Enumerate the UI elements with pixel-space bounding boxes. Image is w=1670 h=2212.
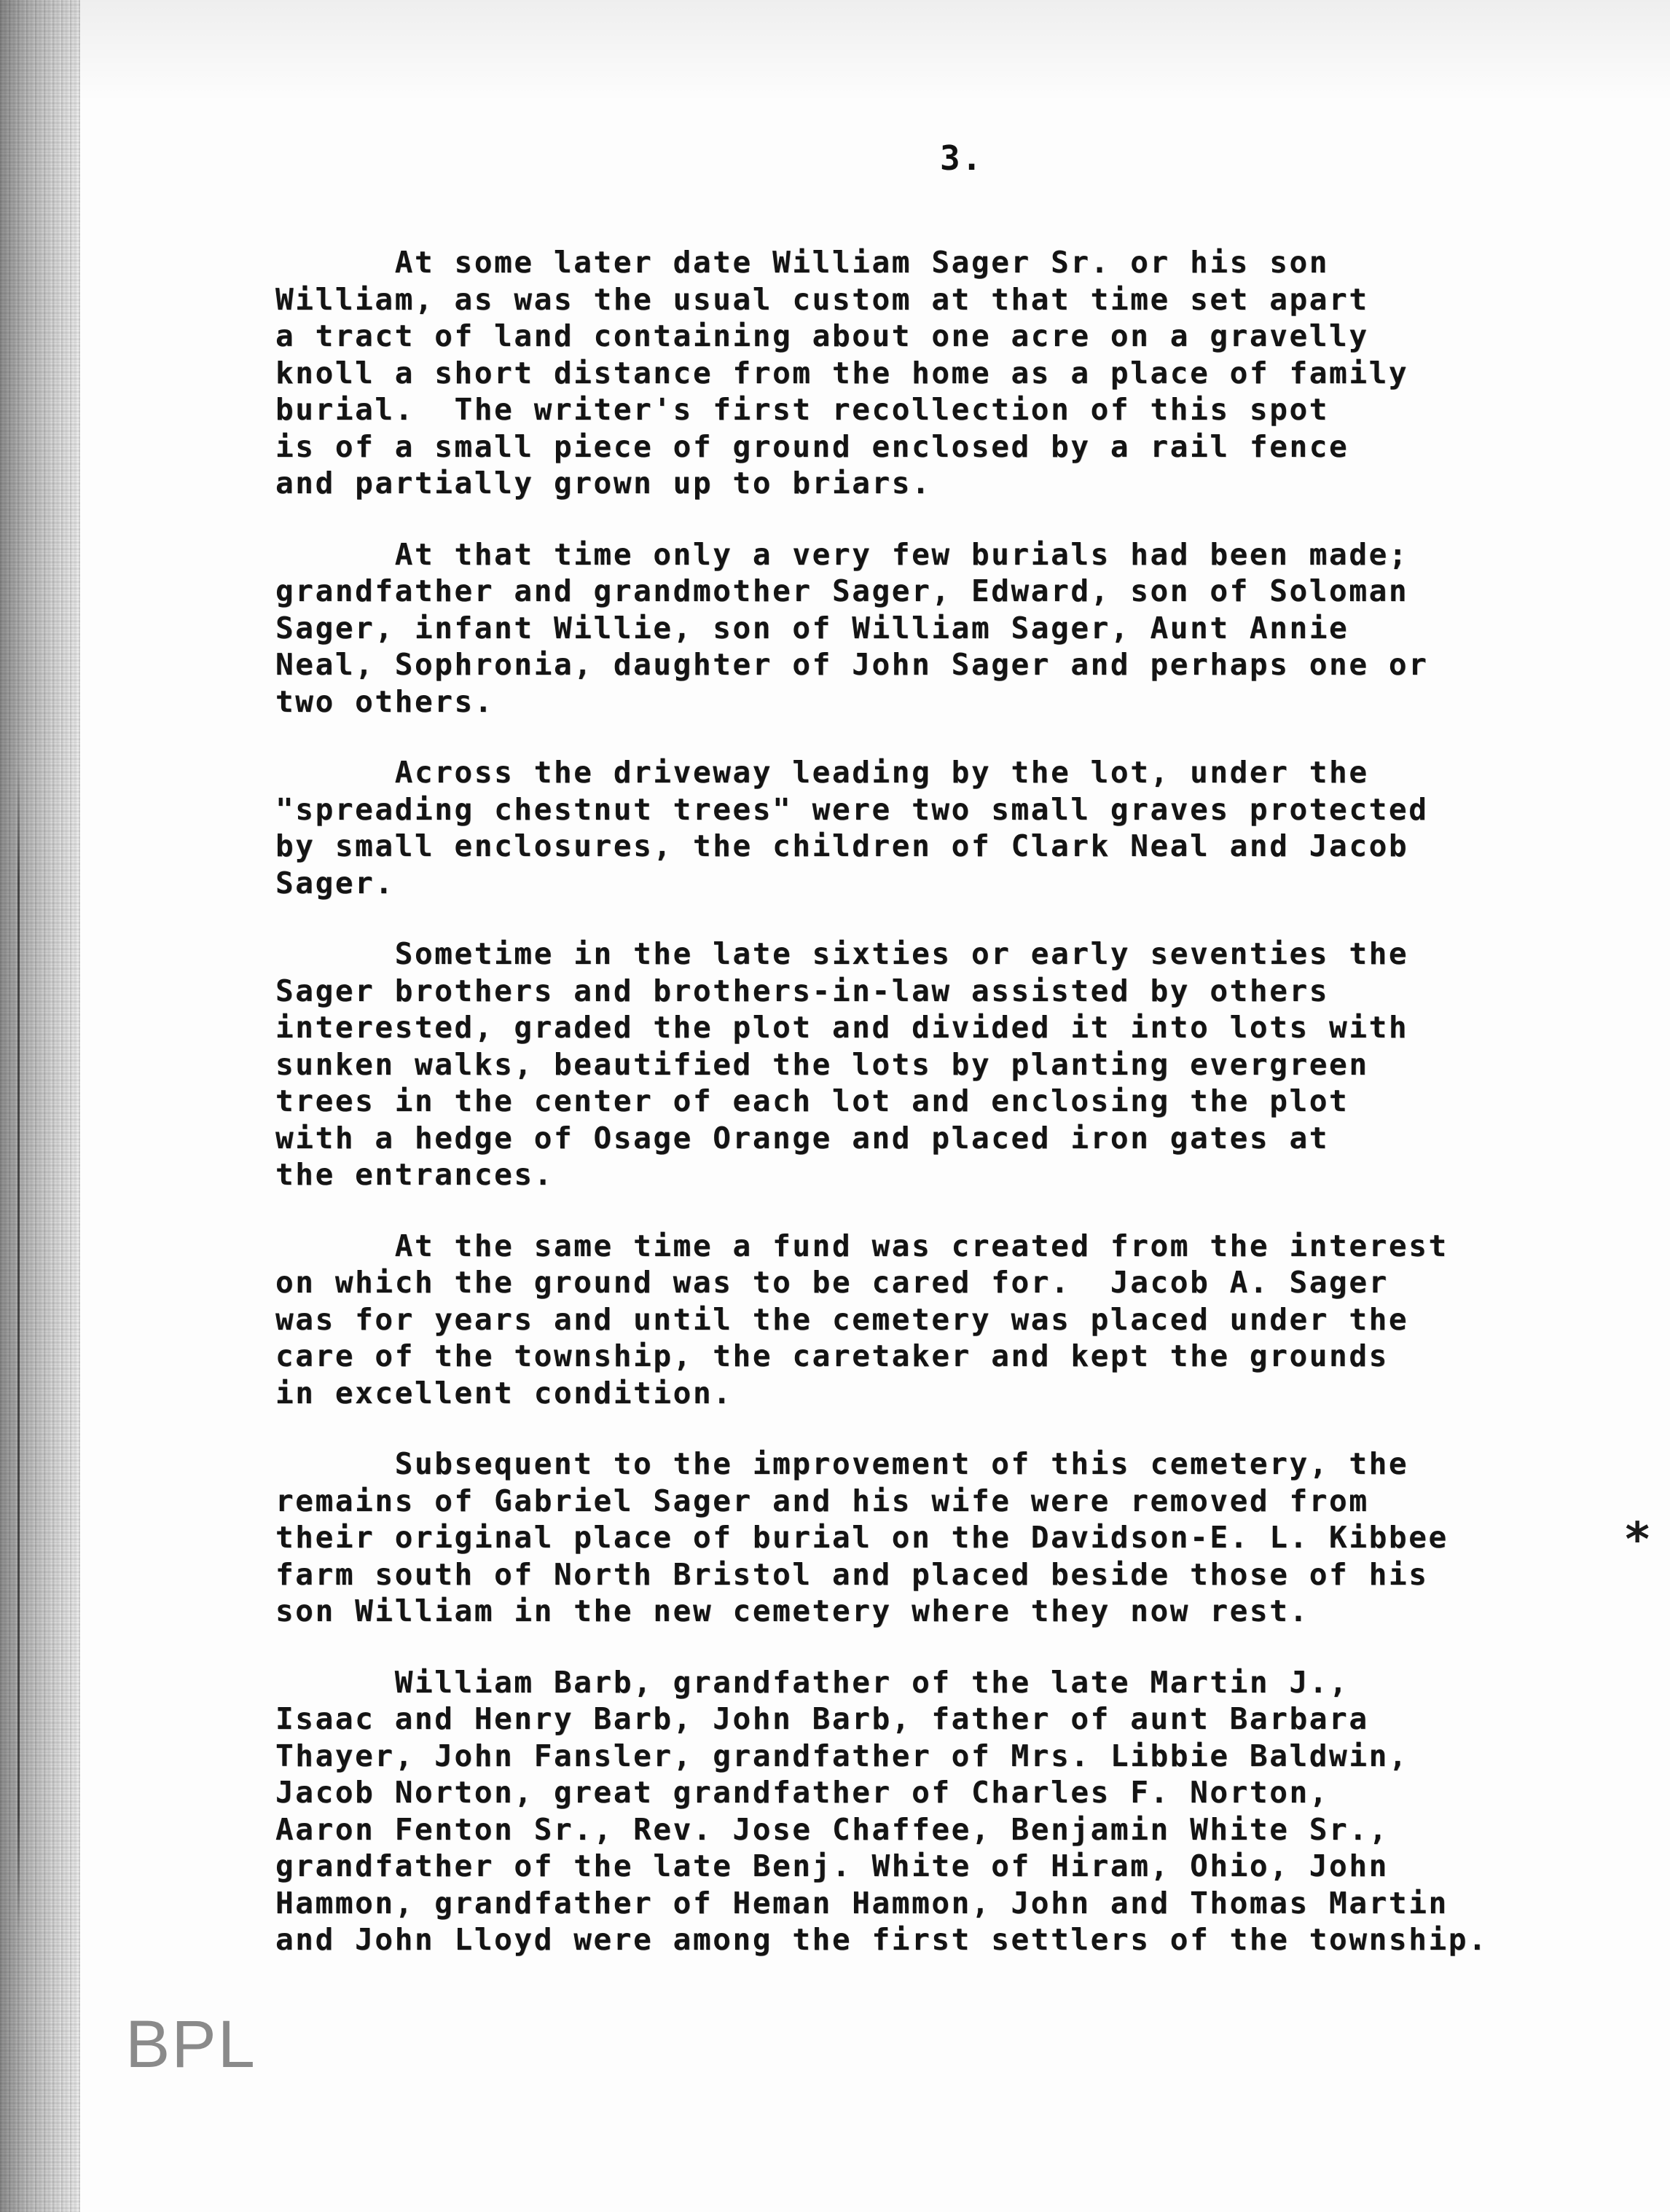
text-line: Thayer, John Fansler, grandfather of Mrs. Libbie Baldwin, (275, 1738, 1409, 1773)
text-line: Sager, infant Willie, son of William Sager, Aunt Annie (275, 610, 1349, 646)
text-line: on which the ground was to be cared for. Jacob A. Sager (275, 1265, 1389, 1300)
text-line: Sometime in the late sixties or early seventies the (275, 936, 1409, 971)
text-line: a tract of land containing about one acre on a gravelly (275, 318, 1369, 353)
paragraph (275, 244, 1631, 502)
text-line: William, as was the usual custom at that time set apart (275, 281, 1369, 317)
text-line: Subsequent to the improvement of this cemetery, the (275, 1446, 1409, 1481)
text-line: by small enclosures, the children of Clark Neal and Jacob (275, 828, 1409, 863)
text-line: sunken walks, beautified the lots by planting evergreen (275, 1046, 1369, 1082)
text-line: was for years and until the cemetery was placed under the (275, 1301, 1409, 1337)
text-line: grandfather of the late Benj. White of Hiram, Ohio, John (275, 1848, 1389, 1883)
body-text (275, 244, 1631, 1993)
text-line: Sager. (275, 865, 395, 901)
text-line: Sager brothers and brothers-in-law assisted by others (275, 973, 1330, 1008)
text-line: in excellent condition. (275, 1375, 733, 1411)
text-line: Hammon, grandfather of Heman Hammon, John and Thomas Martin (275, 1885, 1448, 1921)
text-line: and John Lloyd were among the first settlers of the township. (275, 1922, 1489, 1957)
text-line: At some later date William Sager Sr. or his son (275, 245, 1330, 280)
text-line: "spreading chestnut trees" were two small graves protected (275, 791, 1429, 827)
page-number: 3. (940, 138, 984, 178)
text-line: trees in the center of each lot and enclosing the plot (275, 1083, 1349, 1118)
paragraph (275, 1228, 1631, 1412)
text-line: Neal, Sophronia, daughter of John Sager and perhaps one or (275, 647, 1429, 682)
text-line: grandfather and grandmother Sager, Edward, son of Soloman (275, 573, 1409, 608)
text-line: the entrances. (275, 1157, 554, 1192)
scan-top-shading (0, 0, 1670, 102)
scan-edge-shadow (0, 0, 80, 2212)
paragraph (275, 1664, 1631, 1958)
text-line: farm south of North Bristol and placed beside those of his (275, 1556, 1429, 1592)
paragraph (275, 754, 1631, 901)
text-line: remains of Gabriel Sager and his wife were removed from (275, 1483, 1369, 1518)
text-line: two others. (275, 683, 495, 719)
library-watermark: BPL (125, 2007, 256, 2082)
text-line: Across the driveway leading by the lot, under the (275, 755, 1369, 790)
text-line: their original place of burial on the Davidson-E. L. Kibbee (275, 1520, 1448, 1555)
text-line: interested, graded the plot and divided it into lots with (275, 1010, 1409, 1045)
text-line: William Barb, grandfather of the late Martin J., (275, 1664, 1349, 1700)
text-line: At the same time a fund was created from the interest (275, 1228, 1448, 1263)
scan-edge-line (17, 765, 20, 1931)
text-line: with a hedge of Osage Orange and placed iron gates at (275, 1120, 1330, 1156)
text-line: At that time only a very few burials had been made; (275, 536, 1409, 572)
paragraph (275, 1446, 1631, 1630)
margin-asterisk-mark: * (1623, 1513, 1652, 1567)
paragraph (275, 936, 1631, 1193)
text-line: Aaron Fenton Sr., Rev. Jose Chaffee, Benjamin White Sr., (275, 1811, 1389, 1847)
text-line: is of a small piece of ground enclosed by a rail fence (275, 428, 1349, 464)
text-line: Jacob Norton, great grandfather of Charles F. Norton, (275, 1775, 1330, 1810)
text-line: burial. The writer's first recollection of this spot (275, 392, 1330, 427)
text-line: care of the township, the caretaker and kept the grounds (275, 1338, 1389, 1373)
text-line: Isaac and Henry Barb, John Barb, father of aunt Barbara (275, 1701, 1369, 1736)
text-line: and partially grown up to briars. (275, 466, 932, 501)
text-line: knoll a short distance from the home as a place of family (275, 355, 1409, 391)
text-line: son William in the new cemetery where they now rest. (275, 1593, 1309, 1628)
paragraph (275, 536, 1631, 721)
